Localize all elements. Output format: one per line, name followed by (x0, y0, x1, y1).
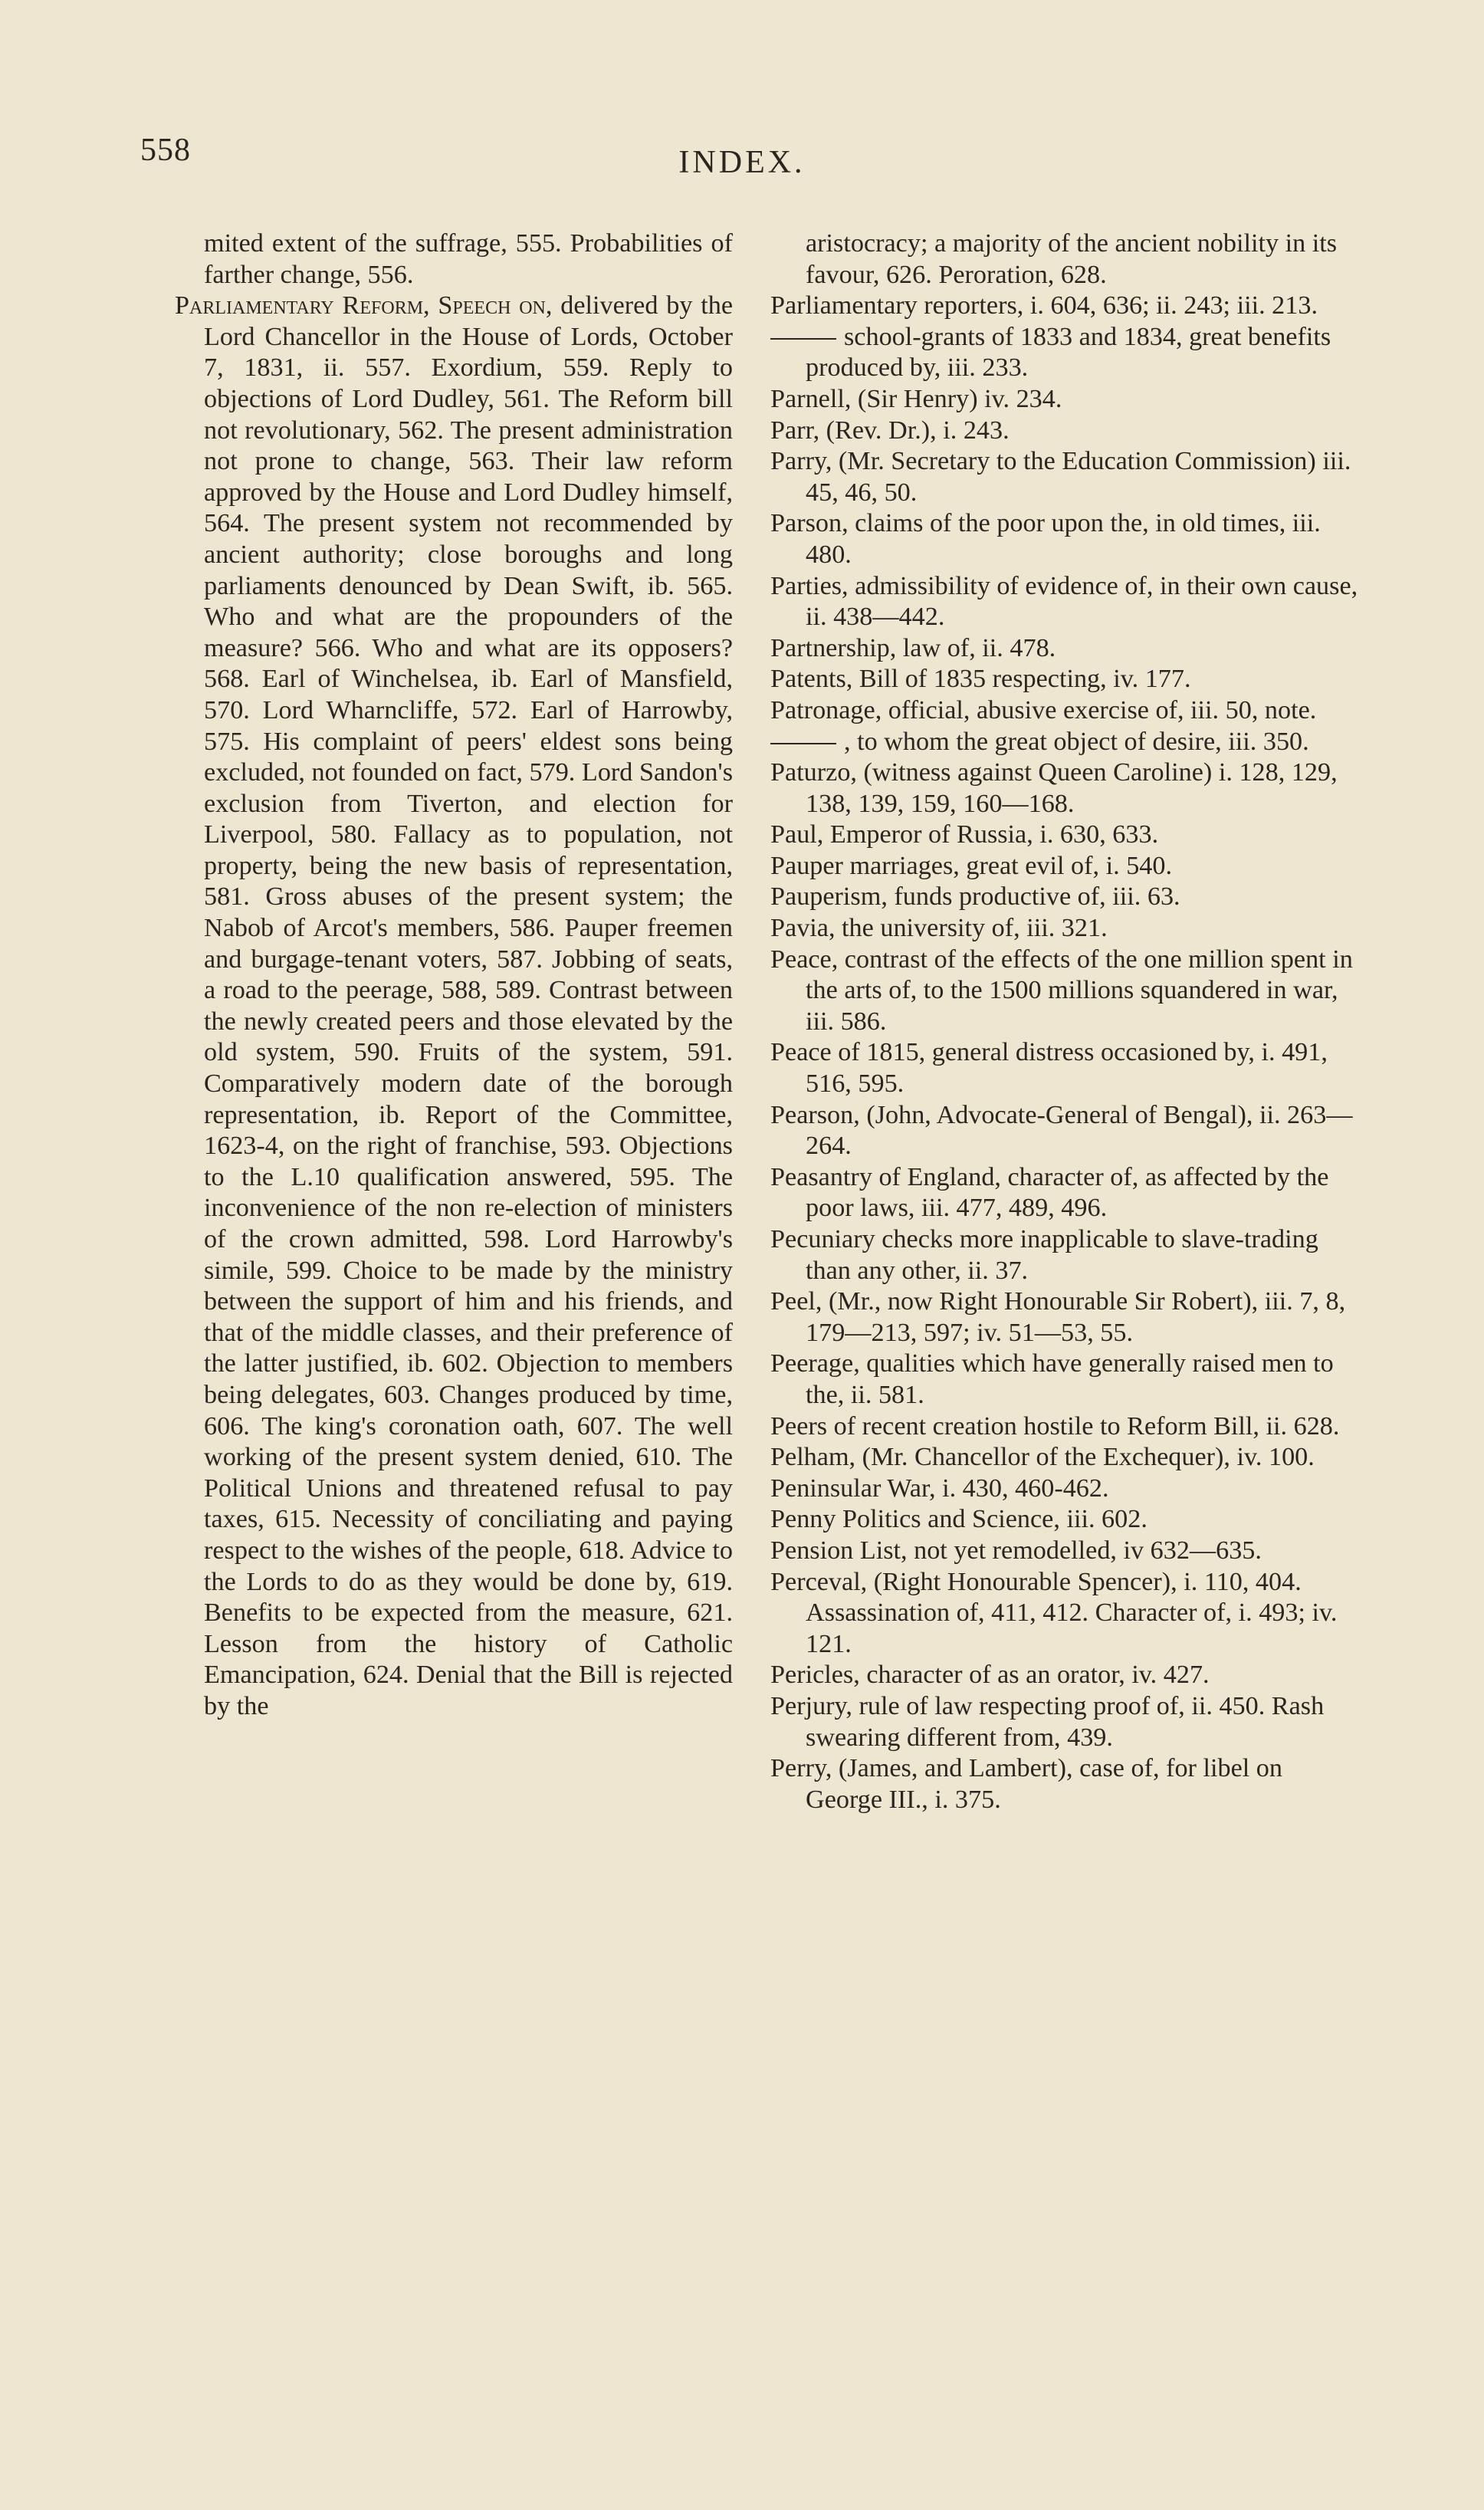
index-entry (770, 1473, 1364, 1505)
index-entry (770, 322, 1364, 384)
entry-text: Peasantry of England, character of, as affected by the poor laws, iii. 477, 489, 496. (770, 1162, 1329, 1223)
index-entry (770, 820, 1364, 851)
entry-text: delivered by the Lord Chancellor in the House of Lords, October 7, 1831, ii. 557. Exordium, 559. Reply to objections of Lord Dudley, 561. The Reform bill not revolutionary, 562. The present administration not prone to change, 563. Their law reform approved by the House and Lord Dudley himself, 564. The present system not recommended by ancient authority; close boroughs and long parliaments denounced by Dean Swift, ib. 565. Who and what are the propounders of the measure? 566. Who and what are its opposers? 568. Earl of Winchelsea, ib. Earl of Mansfield, 570. Lord Wharncliffe, 572. Earl of Harrowby, 575. His complaint of peers' eldest sons being excluded, not founded on fact, 579. Lord Sandon's exclusion from Tiverton, and election for Liverpool, 580. Fallacy as to population, not property, being the new basis of representation, 581. Gross abuses of the present system; the Nabob of Arcot's members, 586. Pauper freemen and burgage-tenant voters, 587. Jobbing of seats, a road to the peerage, 588, 589. Contrast between the newly created peers and those elevated by the old system, 590. Fruits of the system, 591. Comparatively modern date of the borough representation, ib. Report of the Committee, 1623-4, on the right of franchise, 593. Objections to the L.10 qualification answered, 595. The inconvenience of the non re-election of ministers of the crown admitted, 598. Lord Harrowby's simile, 599. Choice to be made by the ministry between the support of him and his friends, and that of the middle classes, and their preference of the latter justified, ib. 602. Objection to members being delegates, 603. Changes produced by time, 606. The king's coronation oath, 607. The well working of the present system denied, 610. The Political Unions and threatened refusal to pay taxes, 615. Necessity of conciliating and paying respect to the wishes of the people, 618. Advice to the Lords to do as they would be done by, 619. Benefits to be expected from the measure, 621. Lesson from the history of Catholic Emancipation, 624. Denial that the Bill is rejected by the (204, 291, 734, 1720)
running-head: INDEX. (678, 145, 806, 180)
entry-text: Peace of 1815, general distress occasioned by, i. 491, 516, 595. (770, 1038, 1328, 1099)
index-entry (770, 1100, 1364, 1162)
entry-text: Perry, (James, and Lambert), case of, for libel on George III., i. 375. (770, 1754, 1282, 1814)
index-entry (770, 508, 1364, 570)
entry-text: Patronage, official, abusive exercise of, iii. 50, note. (770, 695, 1317, 724)
index-entry (770, 727, 1364, 758)
entry-text: Parry, (Mr. Secretary to the Education Commission) iii. 45, 46, 50. (770, 447, 1351, 507)
index-entry (770, 1442, 1364, 1473)
entry-text: Paturzo, (witness against Queen Caroline) i. 128, 129, 138, 139, 159, 160—168. (770, 758, 1338, 818)
index-entry (770, 384, 1364, 416)
entry-text: Pavia, the university of, iii. 321. (770, 914, 1108, 943)
index-entry (770, 851, 1364, 882)
entry-text: Peerage, qualities which have generally raised men to the, ii. 581. (770, 1349, 1334, 1409)
ditto-dash (770, 338, 836, 340)
entry-text: Pension List, not yet remodelled, iv 632—635. (770, 1536, 1262, 1565)
entry-text: Parnell, (Sir Henry) iv. 234. (770, 384, 1062, 413)
entry-text: Perceval, (Right Honourable Spencer), i. 110, 404. Assassination of, 411, 412. Character of, i. 493; iv. 121. (770, 1567, 1338, 1658)
index-entry-continuation (770, 228, 1364, 291)
entry-heading: Parliamentary Reform, Speech on, (175, 291, 553, 320)
index-entry (770, 1224, 1364, 1286)
entry-text: Patents, Bill of 1835 respecting, iv. 177. (770, 665, 1191, 694)
index-entry (770, 1162, 1364, 1224)
entry-text: Pauperism, funds productive of, iii. 63. (770, 882, 1180, 912)
ditto-dash (770, 743, 836, 744)
index-entry (770, 1349, 1364, 1411)
entry-text: Parson, claims of the poor upon the, in old times, iii. 480. (770, 509, 1321, 569)
entry-text: Peel, (Mr., now Right Honourable Sir Robert), iii. 7, 8, 179—213, 597; iv. 51—53, 55. (770, 1287, 1346, 1347)
left-column (175, 228, 733, 1723)
entry-text: Peers of recent creation hostile to Reform Bill, ii. 628. (770, 1411, 1340, 1441)
index-entry (770, 664, 1364, 695)
index-entry (770, 1504, 1364, 1536)
index-entry (770, 1411, 1364, 1443)
entry-text: aristocracy; a majority of the ancient nobility in its favour, 626. Peroration, 628. (806, 229, 1338, 289)
index-entry (770, 757, 1364, 820)
index-entry (770, 1286, 1364, 1349)
entry-text: Pericles, character of as an orator, iv. 427. (770, 1661, 1210, 1690)
index-entry (770, 1567, 1364, 1661)
index-entry-continuation: mited extent of the suffrage, 555. Probabilities of farther change, 556. (204, 229, 733, 289)
entry-text: Partnership, law of, ii. 478. (770, 633, 1056, 662)
index-entry (770, 882, 1364, 913)
entry-text: Paul, Emperor of Russia, i. 630, 633. (770, 820, 1159, 849)
index-entry (770, 1753, 1364, 1815)
index-entry (175, 291, 733, 1722)
index-entry (770, 1691, 1364, 1753)
index-entry (770, 291, 1364, 322)
entry-text: Pecuniary checks more inapplicable to slave-trading than any other, ii. 37. (770, 1225, 1318, 1285)
index-entry (770, 695, 1364, 727)
entry-text: Parr, (Rev. Dr.), i. 243. (770, 416, 1010, 445)
index-entry (770, 446, 1364, 508)
right-column (770, 228, 1364, 1815)
index-entry (770, 945, 1364, 1038)
index-entry (770, 1037, 1364, 1099)
index-entry (770, 913, 1364, 945)
index-entry (770, 1536, 1364, 1567)
entry-text: Pelham, (Mr. Chancellor of the Exchequer), iv. 100. (770, 1443, 1315, 1472)
entry-text: Parliamentary reporters, i. 604, 636; ii. 243; iii. 213. (770, 291, 1318, 320)
entry-text: Pearson, (John, Advocate-General of Bengal), ii. 263—264. (770, 1100, 1353, 1161)
index-entry (770, 571, 1364, 633)
index-entry (770, 1660, 1364, 1691)
entry-text: Peace, contrast of the effects of the one million spent in the arts of, to the 1500 millions squandered in war, iii. 586. (770, 945, 1353, 1036)
index-entry (770, 416, 1364, 447)
entry-text: , to whom the great object of desire, iii. 350. (844, 727, 1309, 756)
entry-text: Penny Politics and Science, iii. 602. (770, 1505, 1147, 1534)
page-number: 558 (140, 133, 191, 168)
entry-text: Parties, admissibility of evidence of, in their own cause, ii. 438—442. (770, 571, 1358, 632)
entry-text: Pauper marriages, great evil of, i. 540. (770, 851, 1173, 880)
entry-text: Peninsular War, i. 430, 460-462. (770, 1473, 1109, 1503)
entry-text: Perjury, rule of law respecting proof of, ii. 450. Rash swearing different from, 439. (770, 1691, 1325, 1752)
entry-text: school-grants of 1833 and 1834, great benefits produced by, iii. 233. (806, 322, 1331, 383)
index-entry (770, 633, 1364, 665)
